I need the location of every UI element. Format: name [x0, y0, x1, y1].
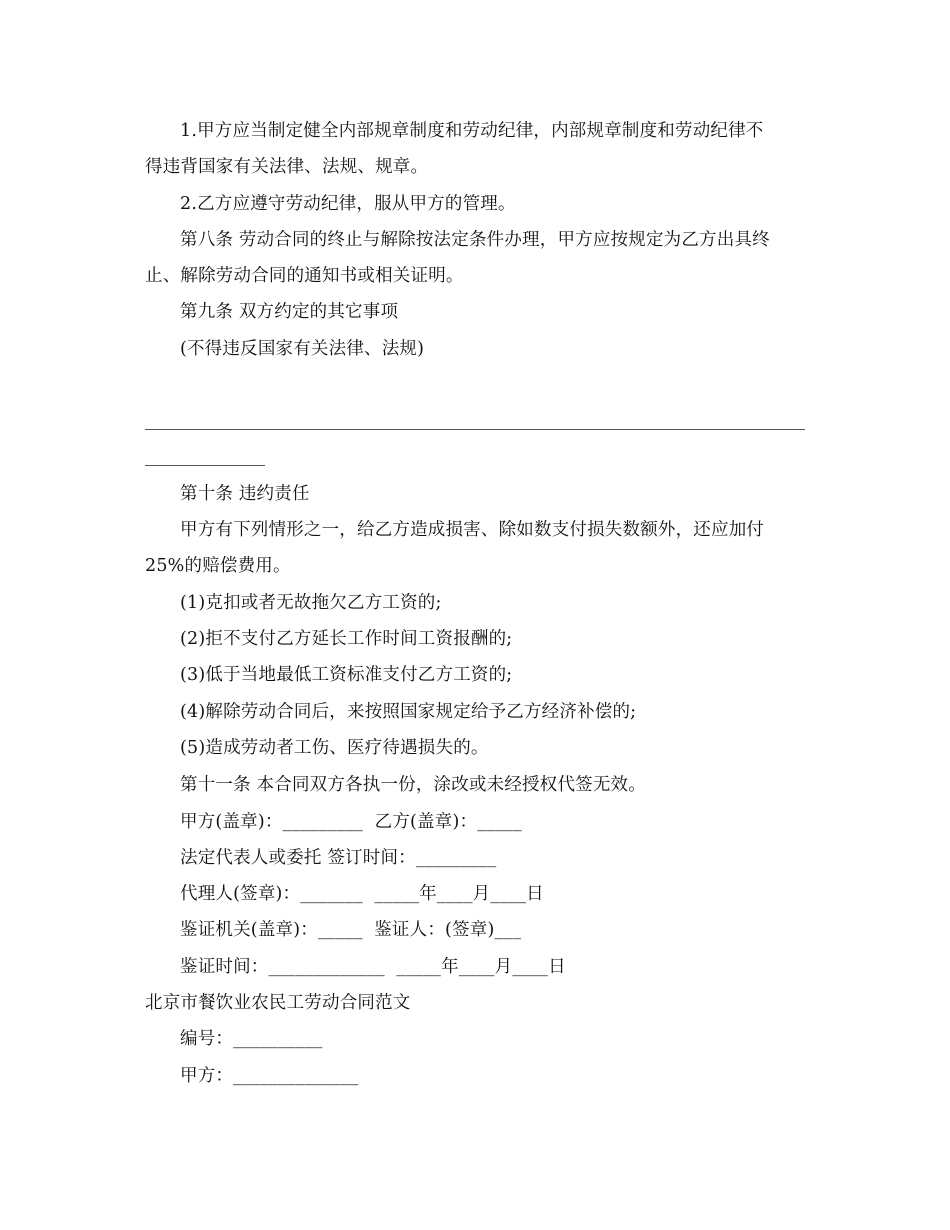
party-a-line: 甲方：______________	[180, 1066, 359, 1086]
contract-number-line: 编号：__________	[180, 1029, 323, 1049]
blank-fill-line-short	[145, 465, 265, 466]
article-10-item-2: (2)拒不支付乙方延长工作时间工资报酬的;	[180, 629, 513, 649]
article-10-item-5: (5)造成劳动者工伤、医疗待遇损失的。	[180, 738, 489, 758]
clause-1-line-1: 1.甲方应当制定健全内部规章制度和劳动纪律，内部规章制度和劳动纪律不	[180, 121, 764, 141]
signature-representative-line: 法定代表人或委托 签订时间：_________	[180, 848, 497, 868]
signature-authority-line: 鉴证机关(盖章)：_____ 鉴证人：(签章)___	[180, 920, 522, 940]
article-10-item-1: (1)克扣或者无故拖欠乙方工资的;	[180, 593, 442, 613]
article-8-line-1: 第八条 劳动合同的终止与解除按法定条件办理，甲方应按规定为乙方出具终	[180, 230, 770, 250]
article-10-title: 第十条 违约责任	[180, 484, 310, 504]
signature-party-line: 甲方(盖章)：_________ 乙方(盖章)：_____	[180, 812, 522, 832]
article-10-intro-line-1: 甲方有下列情形之一，给乙方造成损害、除如数支付损失数额外，还应加付	[180, 520, 765, 540]
article-9-title: 第九条 双方约定的其它事项	[180, 302, 399, 322]
clause-1-line-2: 得违背国家有关法律、法规、规章。	[145, 157, 429, 177]
article-10-item-3: (3)低于当地最低工资标准支付乙方工资的;	[180, 665, 513, 685]
article-10-item-4: (4)解除劳动合同后，来按照国家规定给予乙方经济补偿的;	[180, 702, 637, 722]
article-8-line-2: 止、解除劳动合同的通知书或相关证明。	[145, 266, 464, 286]
signature-date-line: 鉴证时间：_____________ _____年____月____日	[180, 957, 566, 977]
next-document-title: 北京市餐饮业农民工劳动合同范文	[145, 993, 411, 1013]
article-10-intro-line-2: 25%的赔偿费用。	[145, 556, 291, 576]
clause-2: 2.乙方应遵守劳动纪律，服从甲方的管理。	[180, 194, 516, 214]
signature-agent-line: 代理人(签章)：_______ _____年____月____日	[180, 884, 544, 904]
article-11: 第十一条 本合同双方各执一份，涂改或未经授权代签无效。	[180, 775, 646, 795]
blank-fill-line-long	[145, 429, 805, 430]
article-9-note: (不得违反国家有关法律、法规)	[180, 339, 425, 359]
